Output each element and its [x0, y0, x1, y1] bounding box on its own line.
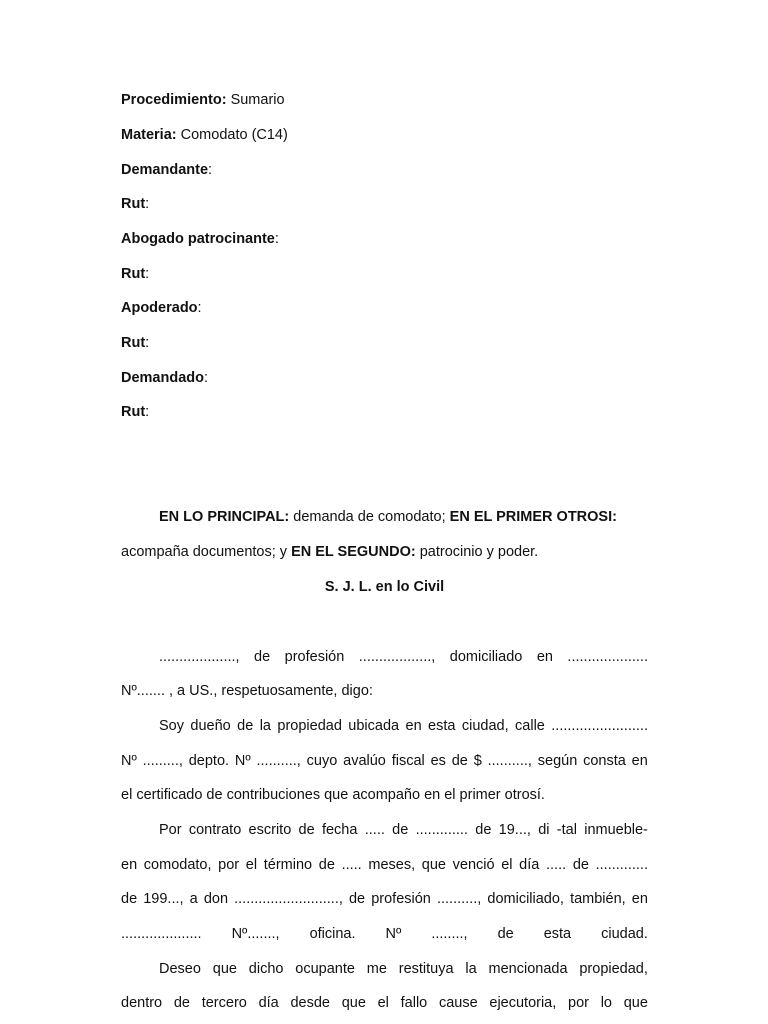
- colon: :: [274, 231, 279, 247]
- summary-line-1: [159, 508, 617, 526]
- word: la: [465, 961, 477, 977]
- word: propiedad,: [579, 961, 648, 977]
- blank-domicilio: ....................: [567, 649, 648, 665]
- word: de: [237, 718, 254, 734]
- abogado-line: [121, 230, 279, 248]
- body-p2-line2: [121, 752, 648, 770]
- demandado-label: Demandado: [121, 370, 204, 386]
- word: .............: [595, 857, 648, 873]
- word: que: [341, 995, 366, 1011]
- blank-name: ...................,: [159, 649, 240, 665]
- word: en: [405, 718, 422, 734]
- segundo-text: patrocinio y poder.: [415, 544, 539, 560]
- word: día: [519, 857, 540, 873]
- word: mencionada: [488, 961, 568, 977]
- word: el: [501, 857, 513, 873]
- word: -tal: [556, 822, 577, 838]
- colon: :: [204, 370, 209, 386]
- word: consta: [583, 753, 626, 769]
- apoderado-label: Apoderado: [121, 300, 198, 316]
- demandado-line: [121, 369, 208, 387]
- rut-label: Rut: [121, 196, 146, 212]
- body-p1-line2: Nº....... , a US., respetuosamente, digo:: [121, 683, 373, 699]
- word: de: [451, 753, 468, 769]
- word: propiedad: [277, 718, 342, 734]
- word: .........,: [142, 753, 183, 769]
- rut-line-2: [121, 265, 149, 283]
- rut-label: Rut: [121, 266, 146, 282]
- word: dentro: [121, 995, 163, 1011]
- word: el: [245, 857, 258, 873]
- procedimiento-label: Procedimiento:: [121, 92, 227, 108]
- word: de: [572, 857, 589, 873]
- word: también,: [570, 891, 626, 907]
- word: por: [568, 995, 589, 1011]
- segundo-label: EN EL SEGUNDO:: [291, 544, 416, 560]
- word: término: [263, 857, 313, 873]
- word: de: [318, 857, 335, 873]
- procedimiento-value: Sumario: [226, 92, 285, 108]
- word: dueño: [190, 718, 231, 734]
- word: de: [298, 822, 315, 838]
- body-p3-line3: [121, 890, 648, 908]
- word: avalúo: [343, 753, 386, 769]
- rut-line-4: [121, 403, 149, 421]
- word: .............: [415, 822, 468, 838]
- word-domiciliado: domiciliado: [449, 649, 523, 665]
- rut-line-1: [121, 195, 149, 213]
- materia-line: [121, 126, 288, 144]
- body-p3-line4: [121, 925, 648, 943]
- rut-label: Rut: [121, 404, 146, 420]
- word: por: [218, 857, 240, 873]
- blank-profesion: ..................,: [358, 649, 436, 665]
- colon: :: [208, 162, 213, 178]
- word: .....: [341, 857, 362, 873]
- body-p3-line1: [159, 821, 648, 839]
- word: Nº: [121, 753, 137, 769]
- procedimiento-line: [121, 91, 285, 109]
- word: a: [189, 891, 198, 907]
- body-p4-line1: [159, 960, 648, 978]
- word: cuyo: [306, 753, 338, 769]
- word: depto.: [188, 753, 230, 769]
- tribunal-heading: S. J. L. en lo Civil: [324, 579, 445, 595]
- word: Soy: [159, 718, 184, 734]
- word: ..........,: [487, 753, 532, 769]
- word: Deseo: [159, 961, 201, 977]
- word: ..........,: [436, 891, 482, 907]
- body-p3-line2: [121, 856, 648, 874]
- word: en: [121, 857, 138, 873]
- word: 199...,: [143, 891, 184, 907]
- word: .....: [364, 822, 385, 838]
- word: ocupante: [295, 961, 355, 977]
- word: fecha: [321, 822, 358, 838]
- colon: :: [145, 196, 150, 212]
- word: inmueble-: [584, 822, 648, 838]
- word: día: [258, 995, 279, 1011]
- word: $: [473, 753, 482, 769]
- summary-line-2: [121, 543, 538, 561]
- word: ..........,: [256, 753, 301, 769]
- colon: :: [197, 300, 202, 316]
- word: en: [631, 891, 648, 907]
- word: de: [348, 891, 366, 907]
- word: comodato,: [143, 857, 212, 873]
- acompana-text: acompaña documentos; y: [121, 544, 292, 560]
- primer-otrosi-label: EN EL PRIMER OTROSI:: [449, 509, 617, 525]
- word: es: [430, 753, 446, 769]
- word: de: [497, 926, 514, 942]
- body-p2-line1: [159, 717, 648, 735]
- word: que: [212, 961, 237, 977]
- word-profesion: profesión: [284, 649, 345, 665]
- word: ........,: [431, 926, 468, 942]
- rut-label: Rut: [121, 335, 146, 351]
- word: ciudad,: [461, 718, 509, 734]
- word: venció: [452, 857, 495, 873]
- word: esta: [543, 926, 572, 942]
- body-p1-line1: [159, 648, 648, 666]
- word: en: [631, 753, 648, 769]
- word: tercero: [201, 995, 247, 1011]
- word: que: [623, 995, 648, 1011]
- colon: :: [145, 335, 150, 351]
- principal-label: EN LO PRINCIPAL:: [159, 509, 290, 525]
- word: don: [203, 891, 229, 907]
- word-en: en: [536, 649, 553, 665]
- word: contrato: [188, 822, 242, 838]
- word: la: [259, 718, 271, 734]
- word: .....: [546, 857, 567, 873]
- word: ejecutoria,: [489, 995, 557, 1011]
- demandante-label: Demandante: [121, 162, 209, 178]
- word: el: [377, 995, 389, 1011]
- word: escrito: [248, 822, 292, 838]
- word: dicho: [248, 961, 284, 977]
- word: ..........................,: [234, 891, 343, 907]
- word: calle: [515, 718, 545, 734]
- word: desde: [290, 995, 330, 1011]
- word: Nº: [234, 753, 251, 769]
- word: de: [121, 891, 138, 907]
- word: profesión: [371, 891, 431, 907]
- demandante-line: [121, 161, 212, 179]
- word: Nº: [385, 926, 402, 942]
- word: di: [538, 822, 550, 838]
- materia-label: Materia:: [121, 127, 177, 143]
- body-p2-line3: el certificado de contribuciones que acompaño en el primer otrosí.: [121, 787, 545, 803]
- word: de: [392, 822, 409, 838]
- abogado-label: Abogado patrocinante: [121, 231, 275, 247]
- word: que: [421, 857, 446, 873]
- word: ciudad.: [601, 926, 648, 942]
- word: según: [537, 753, 578, 769]
- word: cause: [438, 995, 478, 1011]
- word: me: [366, 961, 387, 977]
- word: ........................: [551, 718, 648, 734]
- word: Nº.......,: [231, 926, 280, 942]
- word: oficina.: [309, 926, 356, 942]
- materia-value: Comodato (C14): [176, 127, 288, 143]
- word-de: de: [254, 649, 271, 665]
- word: lo: [600, 995, 612, 1011]
- word: esta: [428, 718, 456, 734]
- word: meses,: [368, 857, 416, 873]
- word: domiciliado,: [487, 891, 564, 907]
- body-p4-line2: [121, 994, 648, 1012]
- principal-text: demanda de comodato;: [289, 509, 450, 525]
- colon: :: [145, 266, 150, 282]
- word: fiscal: [391, 753, 425, 769]
- word: ubicada: [348, 718, 400, 734]
- colon: :: [145, 404, 150, 420]
- word: 19...,: [498, 822, 531, 838]
- word: ....................: [121, 926, 202, 942]
- word: Por: [159, 822, 182, 838]
- word: de: [173, 995, 190, 1011]
- word: restituya: [398, 961, 454, 977]
- word: fallo: [400, 995, 428, 1011]
- apoderado-line: [121, 299, 202, 317]
- rut-line-3: [121, 334, 149, 352]
- word: de: [475, 822, 492, 838]
